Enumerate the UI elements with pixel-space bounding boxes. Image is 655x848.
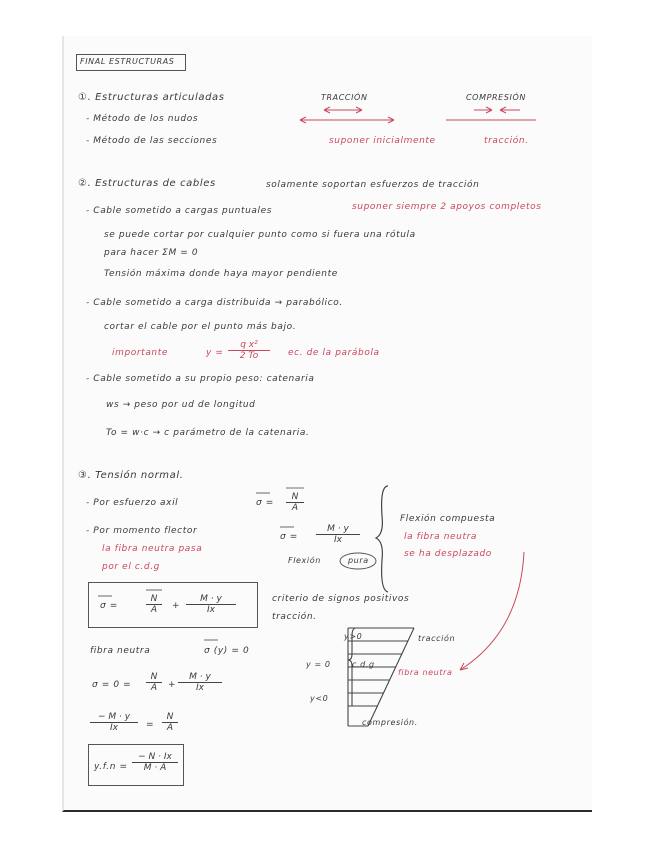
fibra-neutra-text: fibra neutra <box>90 646 151 656</box>
compresion-label: COMPRESIÓN <box>466 93 526 102</box>
general-ix: Ix <box>186 604 236 615</box>
diagram-fibra-neutra: fibra neutra <box>398 668 453 677</box>
flector-den: Ix <box>316 534 360 545</box>
flexion-compuesta: Flexión compuesta <box>400 514 496 524</box>
flector-sigma: σ = <box>280 532 298 542</box>
por-cdg: por el c.d.g <box>102 562 160 572</box>
yfn-den: M · A <box>132 762 178 773</box>
eq2-equals: = <box>146 720 155 730</box>
peso-unidad-line: ws → peso por ud de longitud <box>106 400 256 410</box>
parabola-lhs: y = <box>206 348 224 358</box>
traccion-note: tracción. <box>484 136 529 146</box>
fibra-neutra-eq: σ (y) = 0 <box>204 646 250 656</box>
general-plus: + <box>172 601 181 611</box>
cable-apoyos-note: suponer siempre 2 apoyos completos <box>352 202 542 212</box>
eq1-n: N <box>150 672 158 682</box>
axil-sigma: σ = <box>256 498 274 508</box>
parabola-caption: ec. de la parábola <box>288 348 380 358</box>
cable-distribuida: - Cable sometido a carga distribuida → parabólico. <box>86 298 343 308</box>
suponer-note: suponer inicialmente <box>329 136 436 146</box>
pura-label: pura <box>348 556 369 565</box>
cable-peso-propio: - Cable sometido a su propio peso: catenaria <box>86 374 315 384</box>
brace-icon <box>376 486 388 592</box>
diagram-compresion: compresión. <box>362 718 418 727</box>
section2-heading: ②. Estructuras de cables <box>78 178 216 189</box>
red-curve-arrow-icon <box>460 552 524 670</box>
eq2-num: − M · y <box>97 712 131 722</box>
section1-item-secciones: - Método de las secciones <box>86 136 218 146</box>
traccion-label: TRACCIÓN <box>321 93 368 102</box>
page-title: FINAL ESTRUCTURAS <box>80 57 175 66</box>
section2-heading-note: solamente soportan esfuerzos de tracción <box>266 180 480 190</box>
parabola-numerator: q x² <box>240 340 258 350</box>
overhead-arrows-icon <box>98 488 304 640</box>
cortar-cable-line: cortar el cable por el punto más bajo. <box>104 322 297 332</box>
diagram-y-zero: y = 0 <box>306 660 331 669</box>
fibra-neutra-note: la fibra neutra <box>404 532 478 542</box>
notebook-page <box>62 36 592 812</box>
momento-flector-text: - Por momento flector <box>86 526 198 536</box>
diagram-y-positive: y>0 <box>344 632 363 641</box>
general-n: N <box>150 594 158 604</box>
axil-num: N <box>291 492 299 502</box>
eq2-a: A <box>162 722 178 733</box>
cable-momento-line: para hacer ΣM = 0 <box>104 248 199 258</box>
general-my: M · y <box>200 594 222 604</box>
diagram-cdg: c.d.g <box>352 660 375 669</box>
tension-maxima-line: Tensión máxima donde haya mayor pendiente <box>104 269 338 279</box>
eq2-den: Ix <box>90 722 138 733</box>
eq2-n: N <box>166 712 174 722</box>
flexion-label: Flexión <box>288 556 321 565</box>
criterio-traccion: tracción. <box>272 612 317 622</box>
cable-puntuales: - Cable sometido a cargas puntuales <box>86 206 273 216</box>
fibra-neutra-pasa: la fibra neutra pasa <box>102 544 203 554</box>
pura-circle-icon <box>340 553 376 569</box>
section1-item-nudos: - Método de los nudos <box>86 114 199 124</box>
general-a: A <box>146 604 162 615</box>
compresion-arrows-icon <box>446 107 536 120</box>
yfn-lhs: y.f.n = <box>94 762 128 772</box>
cable-rotula-line: se puede cortar por cualquier punto como si fuera una rótula <box>104 230 416 240</box>
general-sigma: σ = <box>100 601 118 611</box>
eq1-ix: Ix <box>178 682 222 693</box>
stress-diagram-icon <box>348 628 414 726</box>
parabola-denominator: 2 To <box>228 350 270 361</box>
diagram-y-negative: y<0 <box>310 694 329 703</box>
eq1-lhs: σ = 0 = <box>92 680 132 690</box>
sketch-layer <box>64 36 592 810</box>
traccion-arrows-icon <box>300 107 394 123</box>
esfuerzo-axil-text: - Por esfuerzo axil <box>86 498 179 508</box>
importante-label: importante <box>112 348 169 358</box>
axil-den: A <box>286 502 304 513</box>
desplazado-note: se ha desplazado <box>404 549 492 559</box>
eq1-plus: + <box>168 680 177 690</box>
flector-num: M · y <box>327 524 349 534</box>
eq1-my: M · y <box>189 672 211 682</box>
section3-heading: ③. Tensión normal. <box>78 470 184 481</box>
diagram-traccion: tracción <box>418 634 456 643</box>
section1-heading: ①. Estructuras articuladas <box>78 92 225 103</box>
criterio-signos: criterio de signos positivos <box>272 594 410 604</box>
yfn-num: − N · Ix <box>138 752 172 762</box>
catenaria-param-line: To = w·c → c parámetro de la catenaria. <box>106 428 310 438</box>
eq1-a: A <box>146 682 162 693</box>
